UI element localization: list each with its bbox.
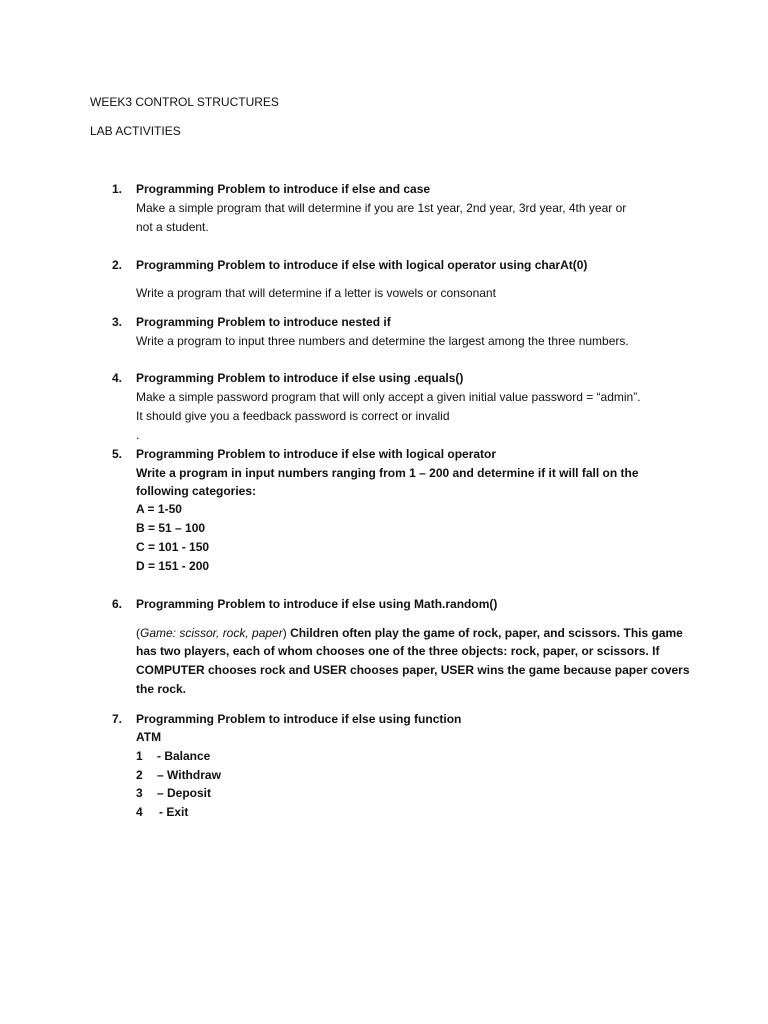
item-number: 3. xyxy=(112,315,123,329)
game-label: Game: scissor, rock, paper xyxy=(140,626,283,640)
menu-label: – Withdraw xyxy=(157,768,221,782)
category-line: A = 1-50 xyxy=(136,502,182,516)
menu-key: 3 xyxy=(136,786,143,800)
item-number: 4. xyxy=(112,371,123,385)
menu-label: - Exit xyxy=(159,805,189,819)
item-text-first-line: (Game: scissor, rock, paper) Children often play the game of rock, paper, and scissors. This game xyxy=(136,626,683,640)
menu-key: 2 xyxy=(136,768,143,782)
category-line: C = 101 - 150 xyxy=(136,540,210,554)
item-heading: Programming Problem to introduce if else using function xyxy=(136,712,462,726)
item-text: Write a program that will determine if a letter is vowels or consonant xyxy=(136,286,496,300)
item-number: 6. xyxy=(112,597,123,611)
item-text: Write a program to input three numbers and determine the largest among the three numbers. xyxy=(136,334,629,348)
item-heading: Programming Problem to introduce if else with logical operator xyxy=(136,447,497,461)
item-text: Write a program in input numbers ranging from 1 – 200 and determine if it will fall on the xyxy=(136,466,639,480)
item-text: Children often play the game of rock, paper, and scissors. This game xyxy=(290,626,683,640)
item-text: not a student. xyxy=(136,220,209,234)
category-line: D = 151 - 200 xyxy=(136,559,210,573)
item-text: following categories: xyxy=(136,484,257,498)
menu-key: 4 xyxy=(136,805,143,819)
item-text: . xyxy=(136,428,140,442)
menu-label: – Deposit xyxy=(157,786,212,800)
menu-key: 1 xyxy=(136,749,143,763)
category-line: B = 51 – 100 xyxy=(136,521,206,535)
item-number: 5. xyxy=(112,447,123,461)
item-text: It should give you a feedback password is correct or invalid xyxy=(136,409,450,423)
item-text: has two players, each of whom chooses one of the three objects: rock, paper, or scissors. If xyxy=(136,644,660,658)
menu-label: - Balance xyxy=(157,749,211,763)
item-heading: Programming Problem to introduce if else and case xyxy=(136,182,431,196)
item-heading: Programming Problem to introduce if else using Math.random() xyxy=(136,597,498,611)
item-heading: Programming Problem to introduce nested if xyxy=(136,315,391,329)
item-text: ATM xyxy=(136,730,162,744)
item-heading: Programming Problem to introduce if else using .equals() xyxy=(136,371,464,385)
item-number: 1. xyxy=(112,182,123,196)
item-number: 7. xyxy=(112,712,123,726)
document-title: WEEK3 CONTROL STRUCTURES xyxy=(90,95,279,109)
document-subtitle: LAB ACTIVITIES xyxy=(90,124,181,138)
item-text: COMPUTER chooses rock and USER chooses paper, USER wins the game because paper covers xyxy=(136,663,690,677)
item-text: Make a simple program that will determine if you are 1st year, 2nd year, 3rd year, 4th year or xyxy=(136,201,627,215)
item-text: the rock. xyxy=(136,682,187,696)
item-text: Make a simple password program that will only accept a given initial value password = “admin”. xyxy=(136,390,641,404)
item-heading: Programming Problem to introduce if else with logical operator using charAt(0) xyxy=(136,258,588,272)
item-number: 2. xyxy=(112,258,123,272)
